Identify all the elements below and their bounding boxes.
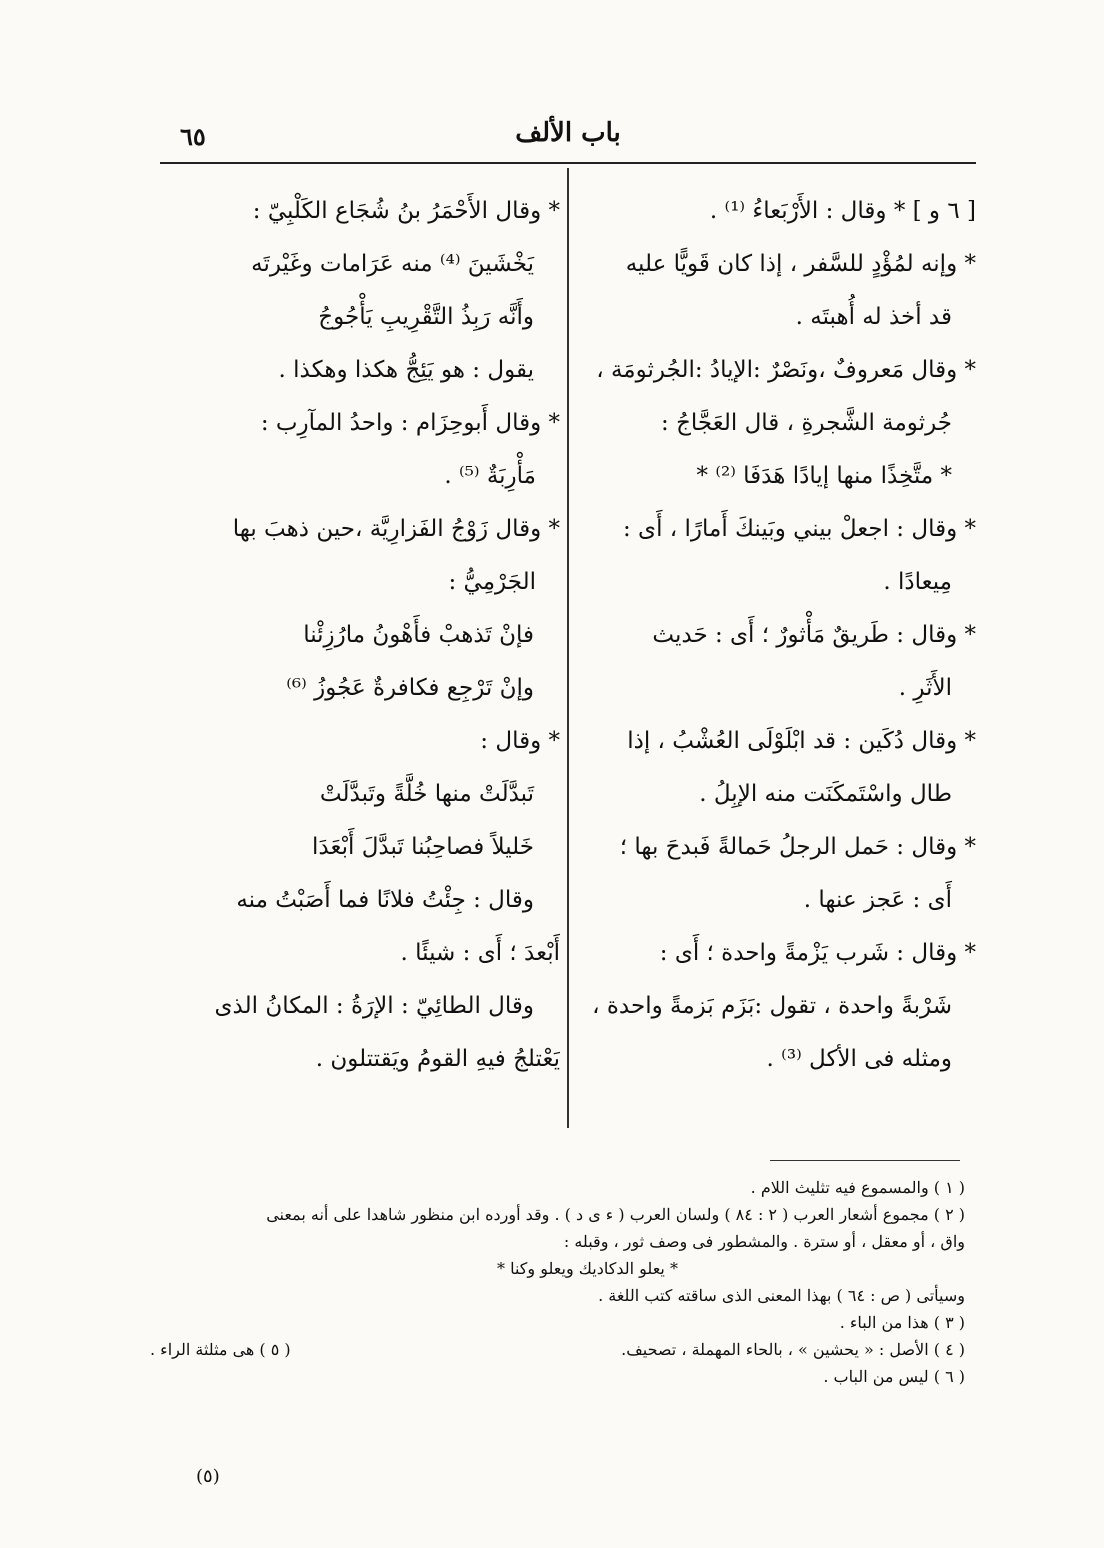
text-line: * وقال الأَحْمَرُ بنُ شُجَاع الكَلْبِيّ : <box>252 198 560 224</box>
text-line: الأَثَرِ . <box>898 675 952 701</box>
column-divider <box>567 168 569 1128</box>
footnote: ( ٥ ) هى مثلثة الراء . <box>150 1340 291 1359</box>
verse-line: * متَّخِذًا منها إيادًا هَدَفَا ⁽²⁾ * <box>696 463 952 489</box>
text-line: قد أخذ له أُهبتَه . <box>795 304 952 330</box>
text-line: * وقال أَبوحِزَام : واحدُ المآرِب : <box>260 410 560 436</box>
footnote: واق ، أو معقل ، أو سترة . والمشطور فى وصف ثور ، وقبله : <box>563 1232 965 1251</box>
left-column <box>160 185 560 1086</box>
footnote: ( ٦ ) ليس من الباب . <box>823 1367 965 1386</box>
text-line: يقول : هو يَئِجُّ هكذا وهكذا . <box>278 357 534 383</box>
footnote: ( ٤ ) الأصل : « يحشين » ، بالحاء المهملة ، تصحيف. <box>621 1340 965 1359</box>
text-line: وقال : جِئْتُ فلانًا فما أَصَبْتُ منه <box>236 887 534 913</box>
verse-line: وأَنَّه رَبِذُ التَّقْرِيبِ يَأْجُوجُ <box>318 304 534 330</box>
text-line: * وقال دُكَين : قد ابْلَوْلَى العُشْبُ ، إذا <box>627 728 976 754</box>
verse-line: يَخْشَينَ ⁽⁴⁾ منه عَرَامات وغَيْرتَه <box>251 251 534 277</box>
text-line: * وقال : طَريقٌ مَأْثورٌ ؛ أَى : حَديث <box>652 622 976 648</box>
text-line: مَأْرِبَةٌ ⁽⁵⁾ . <box>444 463 536 489</box>
text-line: * وقال زَوْجُ الفَزارِيَّة ،حين ذهبَ بها <box>232 516 560 542</box>
text-line: أَبْعدَ ؛ أَى : شيئًا . <box>400 940 560 966</box>
text-line: شَرْبةً واحدة ، تقول :بَزَم بَزمةً واحدة ، <box>592 993 952 1019</box>
verse-line: تَبدَّلَتْ منها خُلَّةً وتَبدَّلَتْ <box>319 781 534 807</box>
text-line: * وقال مَعروفٌ ،ونَصْرٌ :الإيادُ :الجُرثومَة ، <box>596 357 976 383</box>
text-line: * وقال : اجعلْ بيني وبَينكَ أَمارًا ، أَى : <box>623 516 976 542</box>
page-header <box>160 118 976 160</box>
text-line: وقال الطائِيّ : الإرَةُ : المكانُ الذى <box>214 993 534 1019</box>
text-line: * وقال : <box>480 728 560 754</box>
text-line: أَى : عَجز عنها . <box>803 887 952 913</box>
footnote: وسيأتى ( ص : ٦٤ ) بهذا المعنى الذى ساقته كتب اللغة . <box>598 1286 965 1305</box>
text-line: جُرثومة الشَّجرةِ ، قال العَجَّاجُ : <box>661 410 952 436</box>
signature-mark: (٥) <box>196 1466 220 1487</box>
text-line: [ ٦ و ] * وقال : الأَرْبَعاءُ ⁽¹⁾ . <box>709 198 976 224</box>
text-line: الجَرْمِيُّ : <box>448 569 536 595</box>
text-line: مِيعادًا . <box>883 569 952 595</box>
verse-line: فإنْ تَذهبْ فأَهْونُ مارُزِئْنا <box>303 622 534 648</box>
verse-line: وإنْ تَرْجِع فكافرةٌ عَجُوزُ ⁽⁶⁾ <box>286 675 534 701</box>
page-number: ٦٥ <box>180 122 206 151</box>
verse-line: خَليلاً فصاحِبُنا تَبدَّلَ أَبْعَدَا <box>312 834 534 860</box>
footnote: ( ١ ) والمسموع فيه تثليث اللام . <box>750 1178 965 1197</box>
text-line: * وقال : حَمل الرجلُ حَمالةً فَبدحَ بها ؛ <box>619 834 976 860</box>
text-line: ومثله فى الأكل ⁽³⁾ . <box>766 1046 952 1072</box>
footnote-row <box>150 1336 965 1363</box>
text-line: * وإنه لمُؤْدٍ للسَّفر ، إذا كان قَويًّا عليه <box>625 251 976 277</box>
footnote-verse: * يعلو الدكاديك ويعلو وكنا * <box>497 1259 678 1278</box>
right-column <box>578 185 976 1086</box>
footnotes <box>150 1174 965 1390</box>
header-rule <box>160 162 976 164</box>
text-line: طال واسْتَمكَنَت منه الإبِلُ . <box>699 781 952 807</box>
footnote: ( ٢ ) مجموع أشعار العرب ( ٢ : ٨٤ ) ولسان العرب ( ء ى د ) . وقد أورده ابن منظور شاهدا على أنه بمعنى <box>266 1205 965 1224</box>
footnote-rule <box>770 1160 960 1161</box>
chapter-title: باب الألف <box>515 118 621 148</box>
text-line: * وقال : شَرب يَزْمةً واحدة ؛ أَى : <box>659 940 976 966</box>
footnote: ( ٣ ) هذا من الباء . <box>839 1313 965 1332</box>
text-line: يَعْتلجُ فيهِ القومُ ويَقتتلون . <box>315 1046 560 1072</box>
